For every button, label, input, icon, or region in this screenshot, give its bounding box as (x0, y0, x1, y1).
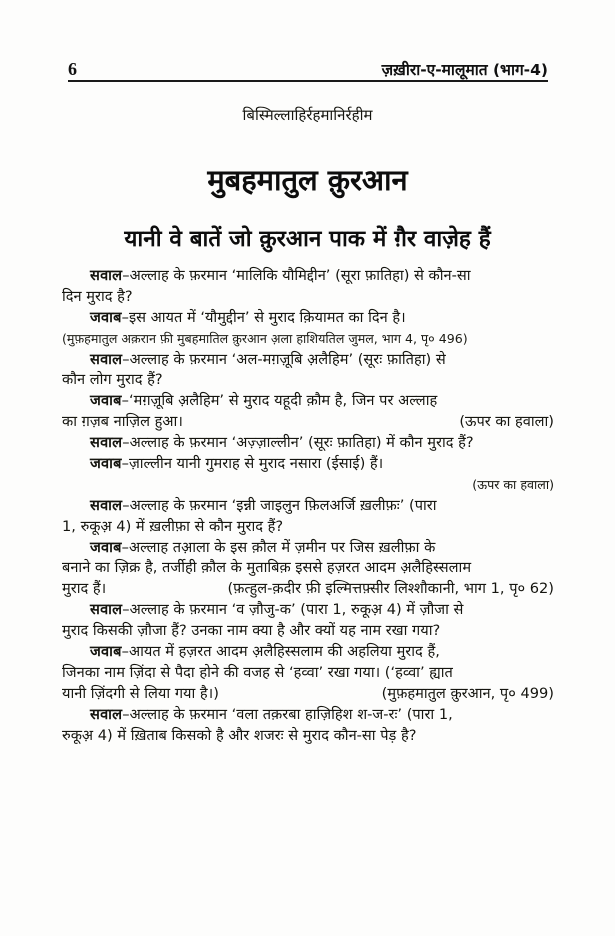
text-line-body: यानी ज़िंदगी से लिया गया है।) (62, 684, 219, 702)
line-keyword: सवाल (90, 434, 123, 452)
text-line: जवाब–ज़ाल्लीन यानी गुमराह से मुराद नसारा (ईसाई) हैं। (90, 455, 384, 473)
line-keyword: जवाब (90, 392, 122, 410)
running-header (68, 48, 548, 78)
text-line: सवाल–अल्लाह के फ़रमान ‘अल-मग़ज़ूबि अ़लैहिम’ (सूरः फ़ातिहा) से (90, 350, 446, 368)
line-keyword: सवाल (90, 350, 123, 368)
text-line: जवाब–आयत में हज़रत आदम अ़लैहिस्सलाम की अहलिया मुराद हैं, (90, 643, 440, 661)
text-line: सवाल–अल्लाह के फ़रमान ‘मालिकि यौमिद्दीन’ (सूरा फ़ातिहा) से कौन-सा (90, 267, 471, 284)
text-line-body: मुराद हैं। (62, 580, 107, 598)
line-keyword: सवाल (90, 705, 123, 723)
body-text (62, 266, 554, 746)
text-line (62, 579, 554, 600)
citation: (ऊपर का हवाला) (472, 476, 554, 492)
text-line: 1, रुकूअ़ 4) में ख़लीफ़ा से कौन मुराद हैं? (62, 517, 284, 535)
text-line: सवाल–अल्लाह के फ़रमान ‘व ज़ौजु-क’ (पारा 1, रुकूअ़ 4) में ज़ौजा से (90, 601, 464, 619)
citation: (ऊपर का हवाला) (459, 413, 554, 431)
line-keyword: सवाल (90, 496, 123, 514)
line-keyword: जवाब (90, 308, 122, 326)
citation: (मुफ़हमातुल अक़रान फ़ी मुबहमातिल क़ुरआन अ़ला हाशियतिल जुमल, भाग 4, पृ० 496) (62, 330, 468, 346)
text-line: कौन लोग मुराद हैं? (62, 371, 163, 389)
text-line (62, 412, 554, 433)
line-keyword: सवाल (90, 267, 123, 284)
book-title: ज़ख़ीरा-ए-मालूमात (भाग-4) (381, 60, 548, 79)
page-subtitle: यानी वे बातें जो क़ुरआन पाक में ग़ैर वाज़ेह हैं (124, 225, 491, 252)
text-line: सवाल–अल्लाह के फ़रमान ‘वला तक़रबा हाज़िहिश श-ज-रः’ (पारा 1, (90, 705, 453, 723)
text-line: बनाने का ज़िक्र है, तर्जीही क़ौल के मुताबिक़ इससे हज़रत आदम अ़लैहिस्सलाम (62, 559, 472, 577)
page-number: 6 (68, 59, 77, 79)
header-divider-rule (68, 80, 548, 82)
text-line: रुकूअ़ 4) में ख़िताब किसको है और शजरः से मुराद कौन-सा पेड़ है? (62, 726, 417, 744)
line-keyword: जवाब (90, 643, 122, 661)
text-line: मुराद किसकी ज़ौजा हैं? उनका नाम क्या है और क्यों यह नाम रखा गया? (62, 622, 441, 640)
text-line-body: का ग़ज़ब नाज़िल हुआ। (62, 413, 183, 431)
text-line: जवाब–इस आयत में ‘यौमुद्दीन’ से मुराद क़ियामत का दिन है। (90, 308, 406, 326)
text-line: जवाब–‘मग़ज़ूबि अ़लैहिम’ से मुराद यहूदी क़ौम है, जिन पर अल्लाह (90, 392, 438, 410)
text-line (62, 684, 554, 705)
text-line: जिनका नाम ज़िंदा से पैदा होने की वजह से ‘हव्वा’ रखा गया। (‘हव्वा’ ह्यात (62, 663, 453, 681)
line-keyword: सवाल (90, 601, 123, 619)
line-keyword: जवाब (90, 455, 122, 473)
citation: (फ़त्हुल-क़दीर फ़ी इल्मित्तफ़्सीर लिश्शौकानी, भाग 1, पृ० 62) (227, 580, 554, 598)
line-keyword: जवाब (90, 538, 122, 556)
page-title: मुबहमातुल क़ुरआन (207, 163, 408, 198)
text-line: जवाब–अल्लाह तआ़ला के इस क़ौल में ज़मीन पर जिस ख़लीफ़ा के (90, 538, 436, 556)
text-line: दिन मुराद है? (62, 287, 133, 305)
bismillah-line: बिस्मिल्लाहिर्रहमानिर्रहीम (242, 106, 373, 124)
text-line: सवाल–अल्लाह के फ़रमान ‘अज़्ज़ाल्लीन’ (सूरः फ़ातिहा) में कौन मुराद हैं? (90, 434, 474, 452)
text-line: सवाल–अल्लाह के फ़रमान ‘इन्नी जाइलुन फ़िलअर्जि ख़लीफ़ः’ (पारा (90, 496, 437, 514)
citation: (मुफ़हमातुल क़ुरआन, पृ० 499) (381, 684, 554, 702)
